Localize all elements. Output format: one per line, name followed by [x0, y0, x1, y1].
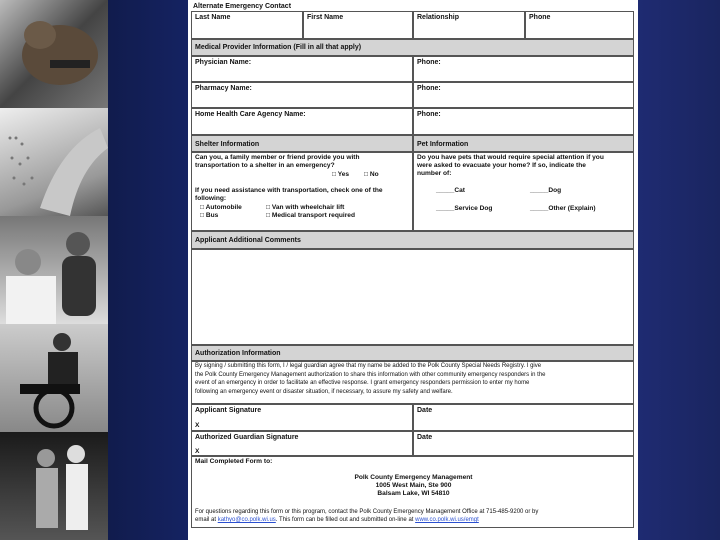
first-name-field[interactable]: First Name — [303, 11, 413, 39]
guardian-x-mark: X — [195, 448, 200, 455]
no-label: No — [369, 171, 379, 178]
pet-question-1: Do you have pets that would require special attention if you — [417, 154, 604, 161]
home-health-name-field[interactable]: Home Health Care Agency Name: — [191, 108, 413, 135]
comments-header-row — [191, 231, 634, 249]
automobile-option[interactable] — [200, 204, 242, 212]
authorization-line-4: following an emergency event or disaster situation, if necessary, to assure my safety and welfare. — [195, 388, 453, 395]
email-prefix: email at — [195, 517, 218, 523]
van-checkbox-icon[interactable]: □ — [266, 204, 270, 211]
yes-checkbox-icon[interactable]: □ — [332, 171, 336, 178]
authorization-line-3: event of an emergency in order to facilitate an effective response. I grant emergency responders permission to enter my home — [195, 380, 530, 386]
website-link[interactable]: www.co.polk.wi.us/emgt — [415, 517, 479, 523]
hand-image — [0, 108, 108, 216]
assist-line-2: following: — [195, 195, 227, 202]
pet-header: Pet Information — [413, 135, 634, 152]
yes-label: Yes — [337, 171, 350, 178]
shelter-question-1: Can you, a family member or friend provide you with — [195, 154, 360, 161]
shelter-pet-body — [191, 152, 634, 231]
guardian-signature-field[interactable] — [191, 431, 413, 456]
questions-line-1: For questions regarding this form or this program, contact the Polk County Emergency Management Office at 715-485-9200 or by — [195, 509, 539, 515]
mail-org: Polk County Emergency Management — [354, 474, 473, 481]
van-label: Van with wheelchair lift — [271, 204, 345, 211]
mail-section — [191, 456, 634, 528]
relationship-field[interactable]: Relationship — [413, 11, 525, 39]
authorization-body-row — [191, 361, 634, 404]
guardian-signature-row — [191, 431, 634, 456]
walking-seniors-photo — [0, 432, 108, 540]
caregiver-patient-photo — [0, 216, 108, 324]
bus-label: Bus — [205, 212, 219, 219]
applicant-signature-field[interactable] — [191, 404, 413, 431]
photo-strip — [0, 0, 108, 540]
yes-option[interactable] — [332, 171, 349, 179]
authorization-header-row — [191, 345, 634, 361]
braille-reading-photo — [0, 108, 108, 216]
medical-transport-checkbox-icon[interactable]: □ — [266, 212, 270, 219]
comments-header: Applicant Additional Comments — [191, 231, 634, 249]
service-dog-photo — [0, 0, 108, 108]
other-pet-field[interactable]: _____Other (Explain) — [530, 205, 596, 212]
shelter-body — [191, 152, 413, 231]
pet-question-2: were asked to evacuate your home? If so, indicate the — [417, 162, 586, 169]
shelter-header: Shelter Information — [191, 135, 413, 152]
pharmacy-name-field[interactable]: Pharmacy Name: — [191, 82, 413, 108]
alternate-contact-header: Alternate Emergency Contact — [193, 3, 292, 10]
bus-option[interactable] — [200, 212, 218, 220]
no-checkbox-icon[interactable]: □ — [364, 171, 368, 178]
medical-header: Medical Provider Information (Fill in all that apply) — [191, 39, 634, 56]
applicant-x-mark: X — [195, 422, 200, 429]
questions-line-2 — [195, 517, 479, 525]
online-text: . This form can be filled out and submitted on-line at — [275, 517, 416, 523]
last-name-field[interactable]: Last Name — [191, 11, 303, 39]
guardian-signature-label: Authorized Guardian Signature — [195, 434, 299, 441]
cat-field[interactable]: _____Cat — [436, 187, 465, 194]
alt-phone-field[interactable]: Phone — [525, 11, 634, 39]
caregiver-image — [0, 216, 108, 324]
guardian-date-field[interactable]: Date — [413, 431, 634, 456]
pet-body — [413, 152, 634, 231]
shelter-pet-header-row — [191, 135, 634, 152]
email-link[interactable]: kathyo@co.polk.wi.us — [217, 517, 276, 523]
pharmacy-row — [191, 82, 634, 108]
authorization-line-1: By signing / submitting this form, I / legal guardian agree that my name be added to the Polk County Special Needs Registry. I give — [195, 363, 542, 369]
registry-form-page — [188, 0, 638, 540]
alternate-contact-section — [191, 2, 634, 11]
dog-image — [0, 0, 108, 108]
applicant-signature-row — [191, 404, 634, 431]
applicant-date-field[interactable]: Date — [413, 404, 634, 431]
bus-checkbox-icon[interactable]: □ — [200, 212, 204, 219]
van-option[interactable] — [266, 204, 344, 212]
no-option[interactable] — [364, 171, 379, 179]
pharmacy-phone-field[interactable]: Phone: — [413, 82, 634, 108]
authorization-line-2: the Polk County Emergency Management authorization to share this information with other community emergency responders in the — [195, 371, 546, 378]
physician-phone-field[interactable]: Phone: — [413, 56, 634, 82]
dog-field[interactable]: _____Dog — [530, 187, 562, 194]
home-health-row — [191, 108, 634, 135]
home-health-phone-field[interactable]: Phone: — [413, 108, 634, 135]
seniors-image — [0, 432, 108, 540]
wheelchair-image — [0, 324, 108, 432]
physician-row — [191, 56, 634, 82]
authorization-header: Authorization Information — [191, 345, 634, 361]
mail-city: Balsam Lake, WI 54810 — [377, 490, 450, 497]
medical-transport-option[interactable] — [266, 212, 355, 220]
automobile-label: Automobile — [205, 204, 242, 211]
comments-row — [191, 249, 634, 345]
mail-header: Mail Completed Form to: — [195, 458, 273, 465]
automobile-checkbox-icon[interactable]: □ — [200, 204, 204, 211]
comments-field[interactable] — [191, 249, 634, 345]
assist-line-1: If you need assistance with transportation, check one of the — [195, 187, 383, 194]
mail-street: 1005 West Main, Ste 900 — [375, 482, 452, 489]
authorization-body — [191, 361, 634, 404]
medical-section — [191, 39, 634, 56]
pet-question-3: number of: — [417, 170, 452, 177]
medical-transport-label: Medical transport required — [271, 212, 356, 219]
physician-name-field[interactable]: Physician Name: — [191, 56, 413, 82]
service-dog-field[interactable]: _____Service Dog — [436, 205, 493, 212]
applicant-signature-label: Applicant Signature — [195, 407, 262, 414]
mail-body — [191, 456, 634, 528]
alternate-contact-row — [191, 11, 634, 39]
wheelchair-user-photo — [0, 324, 108, 432]
shelter-question-2: transportation to a shelter in an emergency? — [195, 162, 335, 169]
